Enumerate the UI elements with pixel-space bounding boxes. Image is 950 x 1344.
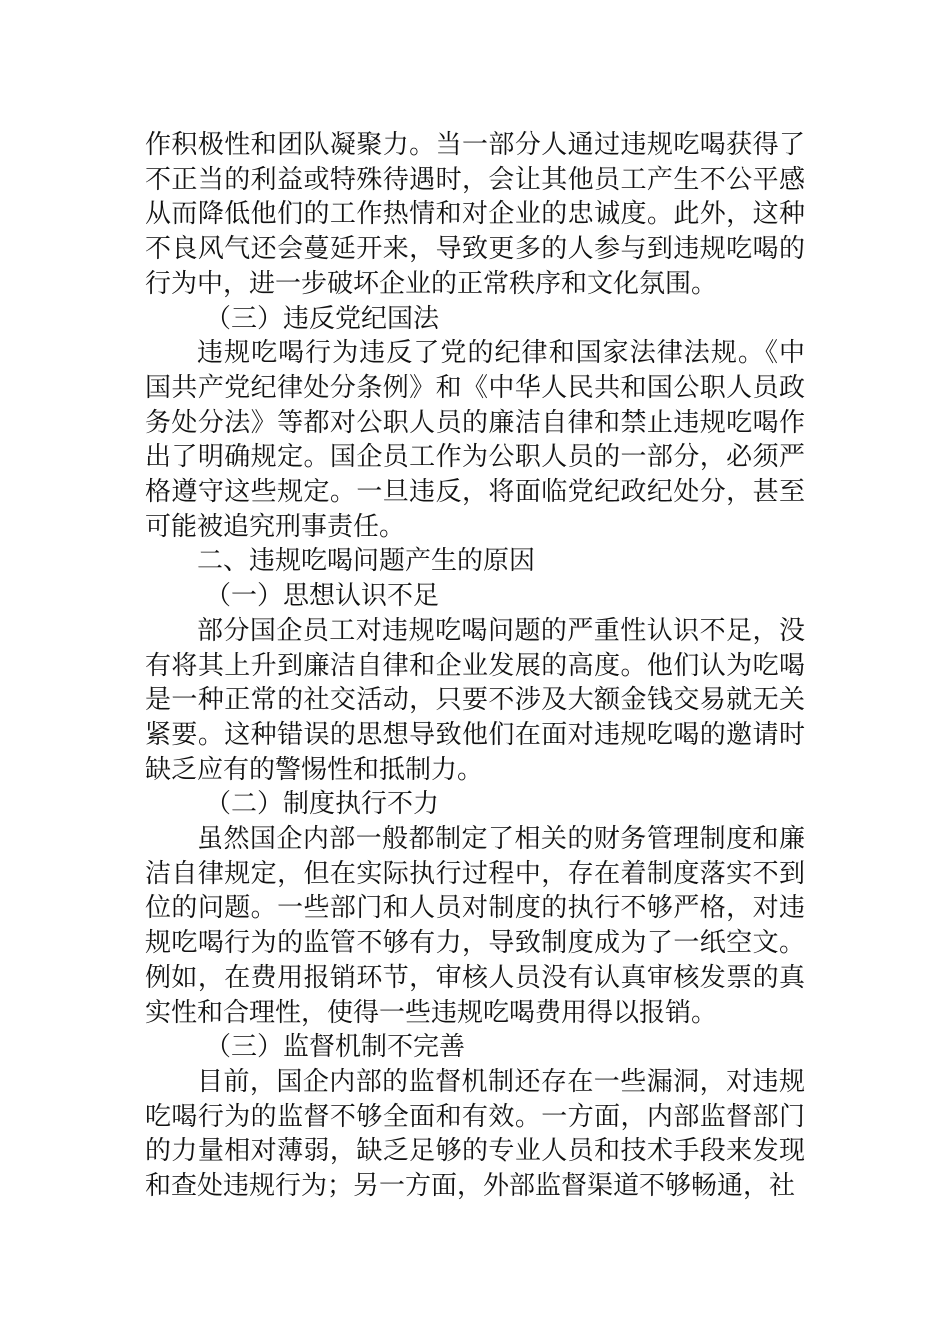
paragraph: 部分国企员工对违规吃喝问题的严重性认识不足，没有将其上升到廉洁自律和企业发展的高度。他们认为吃喝是一种正常的社交活动，只要不涉及大额金钱交易就无关紧要。这种错误的思想导致他们在面对违规吃喝的邀请时缺乏应有的警惕性和抵制力。 [145, 615, 805, 785]
section-heading-supervision: （三）监督机制不完善 [205, 1032, 466, 1063]
section-heading-violate-law: （三）违反党纪国法 [205, 303, 440, 334]
section-heading-enforcement: （二）制度执行不力 [205, 789, 440, 820]
chapter-heading-causes: 二、违规吃喝问题产生的原因 [197, 546, 536, 577]
paragraph: 目前，国企内部的监督机制还存在一些漏洞，对违规吃喝行为的监督不够全面和有效。一方面，内部监督部门的力量相对薄弱，缺乏足够的专业人员和技术手段来发现和查处违规行为；另一方面，外部监督渠道不够畅通，社 [145, 1066, 805, 1202]
paragraph: 违规吃喝行为违反了党的纪律和国家法律法规。《中国共产党纪律处分条例》和《中华人民共和国公职人员政务处分法》等都对公职人员的廉洁自律和禁止违规吃喝作出了明确规定。国企员工作为公职人员的一部分，必须严格遵守这些规定。一旦违反，将面临党纪政纪处分，甚至可能被追究刑事责任。 [145, 338, 805, 542]
paragraph: 虽然国企内部一般都制定了相关的财务管理制度和廉洁自律规定，但在实际执行过程中，存在着制度落实不到位的问题。一些部门和人员对制度的执行不够严格，对违规吃喝行为的监管不够有力，导致制度成为了一纸空文。例如，在费用报销环节，审核人员没有认真审核发票的真实性和合理性，使得一些违规吃喝费用得以报销。 [145, 824, 805, 1028]
section-heading-awareness: （一）思想认识不足 [205, 581, 440, 612]
paragraph-continued: 作积极性和团队凝聚力。当一部分人通过违规吃喝获得了不正当的利益或特殊待遇时，会让其他员工产生不公平感从而降低他们的工作热情和对企业的忠诚度。此外，这种不良风气还会蔓延开来，导致更多的人参与到违规吃喝的行为中，进一步破坏企业的正常秩序和文化氛围。 [145, 130, 805, 299]
document-body [145, 128, 805, 1204]
